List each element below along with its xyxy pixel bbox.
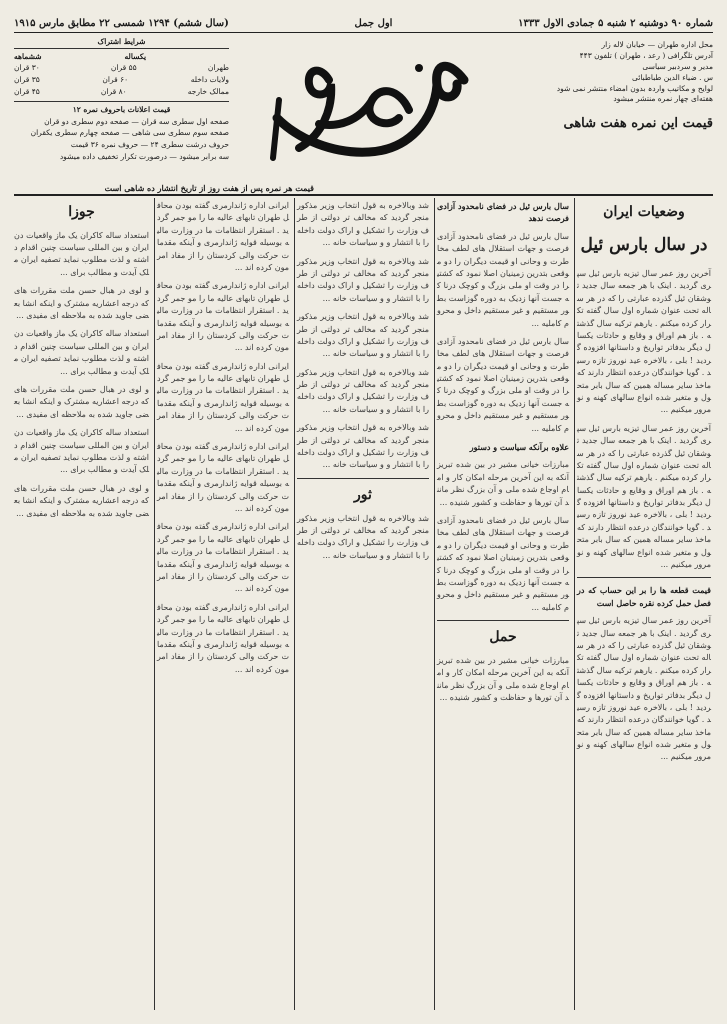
article-body: استعداد ساله کاکران یک ماز واقعیات دن ایران و بین المللی سیاست چنین اقدام داشته و لذت مطلوب نماید تصفیه ایران ملک آیدت و مطالب برای ... <box>14 329 149 376</box>
article-body: ایرانی اداره ژاندارمری گفته بودن محافل طهران تابهای عالیه ما را مو جمر گردید . استقرار انتظامات ما در وزارت مالیه بوسیله قوایه ژاندارمری و آینکه مقدمات حرکت والی کردستان را از مفاد امرمون کرده اند ... <box>157 522 289 594</box>
issue-bar <box>14 14 713 33</box>
section-title: حمل <box>489 629 517 646</box>
article-note: قیمت قطعه ها را بر این حساب که در فصل حمل کرده نقره حاصل است <box>577 585 711 608</box>
article-body: مبارزات خیانی مشیر در بین شده تبریز آنکه به این آخرین مرحله امکان کار و امام اوجاع شده ملی و آن بزرگ نظر مانند آن تورها و حفاظت و کشور شنیده ... <box>437 655 569 702</box>
article-body: ایرانی اداره ژاندارمری گفته بودن محافل طهران تابهای عالیه ما را مو جمر گردید . استقرار انتظامات ما در وزارت مالیه بوسیله قوایه ژاندارمری و آینکه مقدمات حرکت والی کردستان را از مفاد امرمون کرده اند ... <box>157 201 289 272</box>
article-body: شد وبالاخره به قول انتخاب وزیر مذکور منجر گردید که مخالف تر دولتی از طرف وزارت را تشکیل و اراک دولت داخله را با انتشار و و سیاسات خانه ... <box>297 312 429 359</box>
article-body: آخرین روز عمر سال تیزیه بارس ئیل سپری گردید . اینک با هر جمعه سال جدید توشقان ئیل گذرده عبارتی را که در هر ساله تحت عنوان شماره اول سال گفته تکرار کرده میکنم . یارهم ترکیه سال گذشته . باز هم اوراق و وقایع و حادثات یکسال دیگر بدفاتر تواریخ و داستانها افزوده گردید ! بلی ، بالاخره عید نوروز تازه رسید . گویا خوانندگان درعده انتظار دارند که ماخذ سایر مساله همین که سال بابر متحول و متغیر شده انواع سالهای کهنه و نو مرور میکنیم ... <box>577 269 711 415</box>
masthead <box>14 36 713 196</box>
ad-heading: قیمت اعلانات باحروف نمره ۱۲ <box>72 105 171 115</box>
article-body: ایرانی اداره ژاندارمری گفته بودن محافل طهران تابهای عالیه ما را مو جمر گردید . استقرار انتظامات ما در وزارت مالیه بوسیله قوایه ژاندارمری و آینکه مقدمات حرکت والی کردستان را از مفاد امرمون کرده اند ... <box>157 442 289 513</box>
article-body: ایرانی اداره ژاندارمری گفته بودن محافل طهران تابهای عالیه ما را مو جمر گردید . استقرار انتظامات ما در وزارت مالیه بوسیله قوایه ژاندارمری و آینکه مقدمات حرکت والی کردستان را از مفاد امرمون کرده اند ... <box>157 602 289 674</box>
article-body: ایرانی اداره ژاندارمری گفته بودن محافل طهران تابهای عالیه ما را مو جمر گردید . استقرار انتظامات ما در وزارت مالیه بوسیله قوایه ژاندارمری و آینکه مقدمات حرکت والی کردستان را از مفاد امرمون کرده اند ... <box>157 361 289 433</box>
newspaper-logo-calligraphy <box>259 40 489 180</box>
article-column-5 <box>12 200 151 1010</box>
schedule-line: هفته‌ای چهار نمره منتشر میشود <box>613 94 713 104</box>
editor-name: س . ضیاء الدین طباطبائی <box>632 72 713 82</box>
address-label: محل اداره <box>681 40 713 49</box>
article-body: شد وبالاخره به قول انتخاب وزیر مذکور منجر گردید که مخالف تر دولتی از طرف وزارت را تشکیل و اراک دولت داخله را با انتشار و و سیاسات خانه ... <box>297 201 429 248</box>
article-body: ایرانی اداره ژاندارمری گفته بودن محافل طهران تابهای عالیه ما را مو جمر گردید . استقرار انتظامات ما در وزارت مالیه بوسیله قوایه ژاندارمری و آینکه مقدمات حرکت والی کردستان را از مفاد امرمون کرده اند ... <box>157 281 289 353</box>
telegraph-line: آدرس تلگرافی ( رعد ، طهران ) تلفون ۴۴۳ <box>579 50 713 60</box>
period-yearly: یکساله <box>124 51 147 61</box>
period-half: ششماهه <box>14 51 42 61</box>
article-body: شد وبالاخره به قول انتخاب وزیر مذکور منجر گردید که مخالف تر دولتی از طرف وزارت را تشکیل و اراک دولت داخله را با انتشار و و سیاسات خانه ... <box>297 256 429 303</box>
article-column-1 <box>575 200 713 1010</box>
article-body: سال بارس ئیل در فضای نامحدود آزادی فرصت و جهات استقلال های لطف مخاطرت و وحانی او قیمت دیگران را دو موقعی بتدرین زمینیان اصلا نمود که کشتیرا در وقت او ملی بزرگ و کوچک درنا که جست آنها زدیک به دوره گوزاست بطور مستقیم و غیر مستقیم داخل و محروم کاملیه ... <box>437 336 569 433</box>
issue-center-label: اول جمل <box>354 17 393 29</box>
article-column-4 <box>155 200 291 1010</box>
article-lead: سال بارس ئیل در فضای نامحدود آزادی فرصت ندهد <box>437 201 569 224</box>
address-value: طهران — خیابان لاله زار <box>601 40 679 49</box>
article-body: سال بارس ئیل در فضای نامحدود آزادی فرصت و جهات استقلال های لطف مخاطرت و وحانی او قیمت دیگران را دو موقعی بتدرین زمینیان اصلا نمود که کشتیرا در وقت او ملی بزرگ و کوچک درنا که جست آنها زدیک به دوره گوزاست بطور مستقیم و غیر مستقیم داخل و محروم کاملیه ... <box>437 231 569 328</box>
section-title: ثور <box>354 486 372 503</box>
ad-row: سه برابر میشود — درصورت تکرار تخفیف داده میشود <box>59 151 229 161</box>
subscription-row: ممالک خارجه ۸۰ قران ۴۵ قران <box>14 86 229 96</box>
article-body: آخرین روز عمر سال تیزیه بارس ئیل سپری گردید . اینک با هر جمعه سال جدید توشقان ئیل گذرده عبارتی را که در هر ساله تحت عنوان شماره اول سال گفته تکرار کرده میکنم . یارهم ترکیه سال گذشته . باز هم اوراق و وقایع و حادثات یکسال دیگر بدفاتر تواریخ و داستانها افزوده گردید ! بلی ، بالاخره عید نوروز تازه رسید . گویا خوانندگان درعده انتظار دارند که ماخذ سایر مساله همین که سال بابر متحول و متغیر شده انواع سالهای کهنه و نو مرور میکنیم ... <box>577 616 711 762</box>
article-title: جوزا <box>68 204 95 220</box>
article-emphasis: علاوه برآنکه سیاست و دستور <box>469 442 569 453</box>
price-line: قیمت این نمره هفت شاهی <box>563 116 713 132</box>
subscription-periods <box>14 51 229 63</box>
article-body: شد وبالاخره به قول انتخاب وزیر مذکور منجر گردید که مخالف تر دولتی از طرف وزارت را تشکیل و اراک دولت داخله را با انتشار و و سیاسات خانه ... <box>297 423 429 470</box>
article-body: سال بارس ئیل در فضای نامحدود آزادی فرصت و جهات استقلال های لطف مخاطرت و وحانی او قیمت دیگران را دو موقعی بتدرین زمینیان اصلا نمود که کشتیرا در وقت او ملی بزرگ و کوچک درنا که جست آنها زدیک به دوره گوزاست بطور مستقیم و غیر مستقیم داخل و محروم کاملیه ... <box>437 515 569 612</box>
ad-row: صفحه اول سطری سه قران — صفحه دوم سطری دو قران <box>44 116 229 126</box>
article-subtitle: در سال بارس ئیل <box>580 234 708 255</box>
article-column-2 <box>435 200 571 1010</box>
article-body: و لوی در هبال حسن ملت مقررات های که درجه اعشاریه مشترک و اینکه انشا بعضی جاوید شده به ملاحظه ای مفیدی ... <box>14 483 149 518</box>
article-body: شد وبالاخره به قول انتخاب وزیر مذکور منجر گردید که مخالف تر دولتی از طرف وزارت را تشکیل و اراک دولت داخله را با انتشار و و سیاسات خانه ... <box>297 513 429 560</box>
article-body: آخرین روز عمر سال تیزیه بارس ئیل سپری گردید . اینک با هر جمعه سال جدید توشقان ئیل گذرده عبارتی را که در هر ساله تحت عنوان شماره اول سال گفته تکرار کرده میکنم . یارهم ترکیه سال گذشته . باز هم اوراق و وقایع و حادثات یکسال دیگر بدفاتر تواریخ و داستانها افزوده گردید ! بلی ، بالاخره عید نوروز تازه رسید . گویا خوانندگان درعده انتظار دارند که ماخذ سایر مساله همین که سال بابر متحول و متغیر شده انواع سالهای کهنه و نو مرور میکنیم ... <box>577 423 711 570</box>
subscription-row: طهران ۵۵ قران ۳۰ قران <box>14 63 229 73</box>
ad-row: صفحه سوم سطری سی شاهی — صفحه چهارم سطری یکقران <box>30 128 229 138</box>
article-column-3 <box>295 200 431 1010</box>
article-body: استعداد ساله کاکران یک ماز واقعیات دن ایران و بین المللی سیاست چنین اقدام داشته و لذت مطلوب نماید تصفیه ایران ملک آیدت و مطالب برای ... <box>14 230 149 277</box>
article-title: وضعیات ایران <box>603 204 685 220</box>
director-line: مدیر و سردبیر سیاسی <box>642 61 713 71</box>
article-body: شد وبالاخره به قول انتخاب وزیر مذکور منجر گردید که مخالف تر دولتی از طرف وزارت را تشکیل و اراک دولت داخله را با انتشار و و سیاسات خانه ... <box>297 367 429 414</box>
article-body: مبارزات خیانی مشیر در بین شده تبریز آنکه به این آخرین مرحله امکان کار و امام اوجاع شده ملی و آن بزرگ نظر مانند آن تورها و حفاظت و کشور شنیده ... <box>437 460 569 507</box>
article-body: استعداد ساله کاکران یک ماز واقعیات دن ایران و بین المللی سیاست چنین اقدام داشته و لذت مطلوب نماید تصفیه ایران ملک آیدت و مطالب برای ... <box>14 428 149 475</box>
price-footer-note: قیمت هر نمره پس از هفت روز از تاریخ انتشار ده شاهی است <box>104 183 314 193</box>
subscription-box <box>14 36 314 193</box>
article-body: و لوی در هبال حسن ملت مقررات های که درجه اعشاریه مشترک و اینکه انشا بعضی جاوید شده به ملاحظه ای مفیدی ... <box>14 286 149 321</box>
issue-date: (سال ششم) ۱۲۹۴ شمسی ۲۲ مطابق مارس ۱۹۱۵ <box>14 17 229 29</box>
article-body: و لوی در هبال حسن ملت مقررات های که درجه اعشاریه مشترک و اینکه انشا بعضی جاوید شده به ملاحظه ای مفیدی ... <box>14 384 149 419</box>
ad-rates <box>14 101 229 162</box>
newspaper-logo <box>259 40 489 180</box>
ad-row: حروف درشت سطری ۲۴ — حروف نمره ۳۶ قیمت <box>70 140 229 149</box>
subscription-heading: شرایط اشتراک <box>14 36 229 49</box>
publisher-info <box>493 40 713 134</box>
issue-number: شماره ۹۰ دوشنبه ۲ شنبه ۵ جمادی الاول ۱۳۳۳ <box>518 17 713 29</box>
notice-line: لوایح و مکاتیب واردہ بدون امضاء منتشر نمی شود <box>556 83 713 93</box>
subscription-row: ولایات داخله ۶۰ قران ۳۵ قران <box>14 74 229 84</box>
